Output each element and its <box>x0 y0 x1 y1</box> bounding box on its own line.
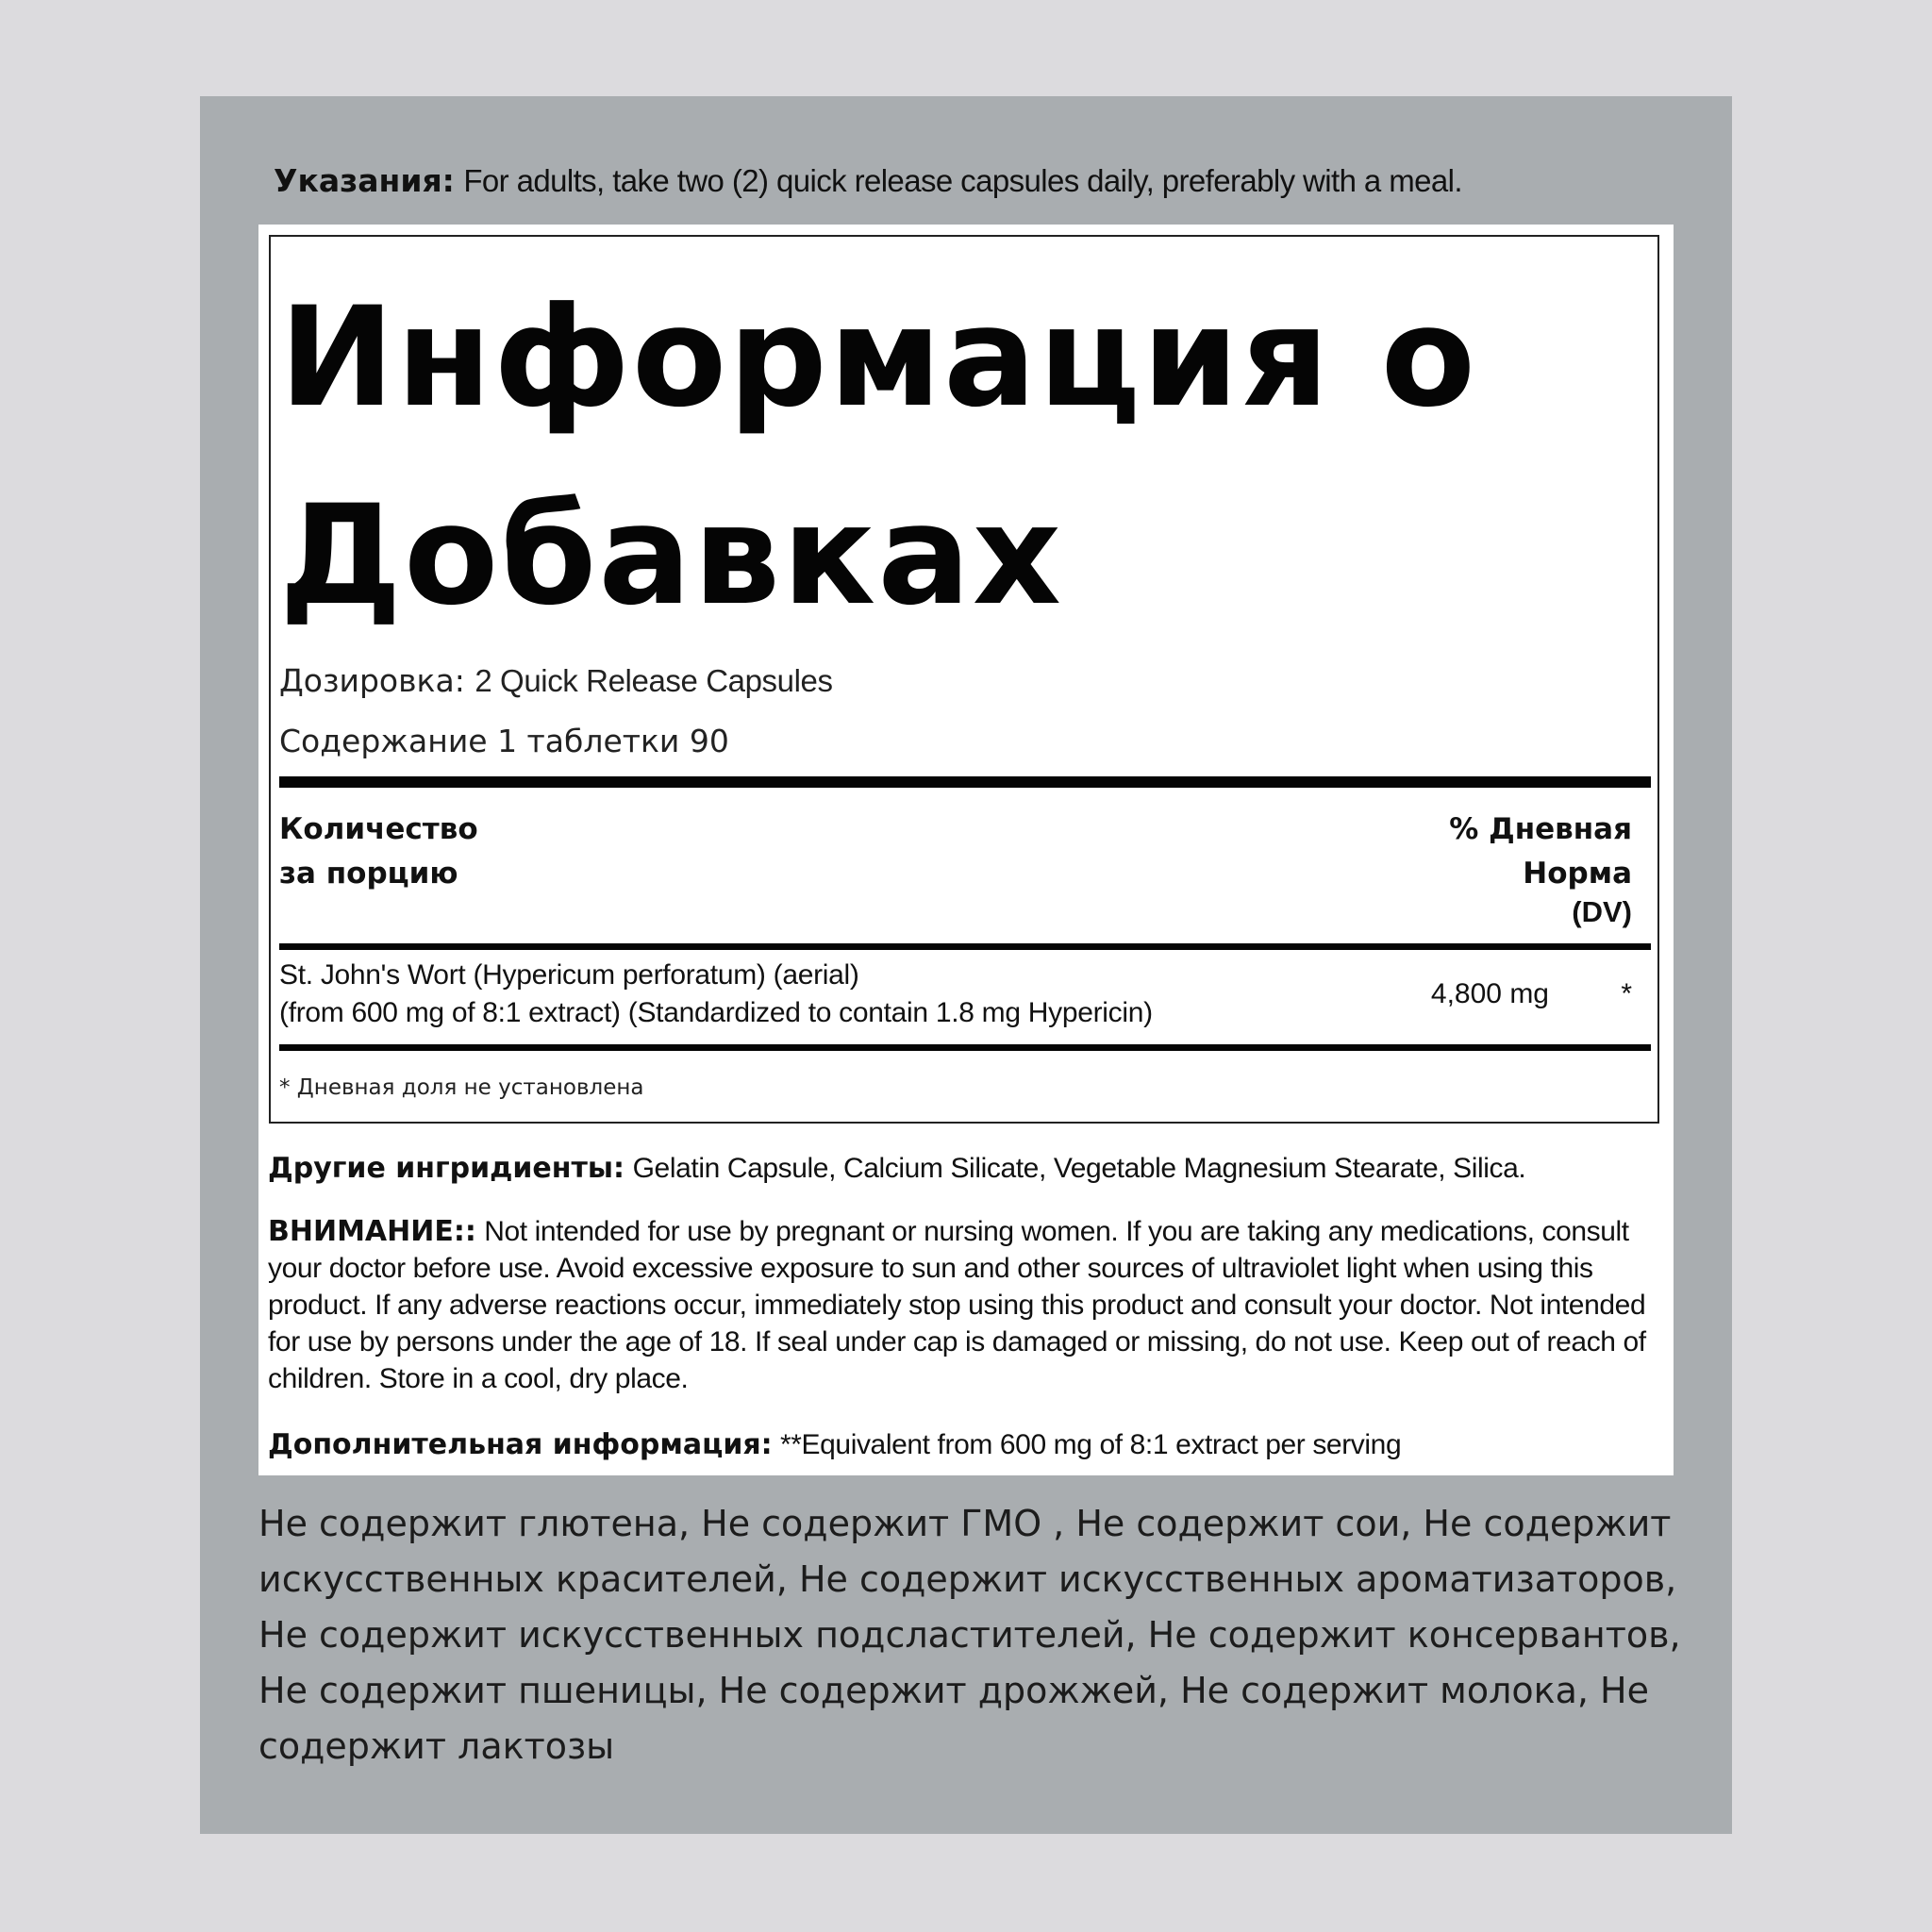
thick-divider <box>279 776 1651 788</box>
dv-header-line1: % Дневная <box>1449 812 1632 846</box>
header-divider <box>279 943 1651 950</box>
amount-per-serving-header <box>279 808 657 896</box>
dv-header-line3: (DV) <box>1572 895 1632 928</box>
free-from-statement: Не содержит глютена, Не содержит ГМО , Не содержит сои, Не содержит искусственных красителей, Не содержит искусственных ароматизаторов, Не содержит искусственных подсластителей, Не содержит консервантов, Не содержит пшеницы, Не содержит дрожжей, Не содержит молока, Не содержит лактозы <box>258 1503 1681 1767</box>
daily-value-header <box>1349 808 1632 928</box>
ingredient-daily-value: * <box>1621 978 1632 1009</box>
amount-header-line2: за порцию <box>279 857 458 891</box>
ingredient-name <box>279 957 1223 1032</box>
amount-header-line1: Количество <box>279 812 478 846</box>
daily-value-footnote: * Дневная доля не установлена <box>279 1075 644 1100</box>
ingredients-divider <box>279 1044 1651 1051</box>
other-ingredients-label: Другие ингридиенты: <box>268 1152 625 1185</box>
warning <box>268 1213 1657 1397</box>
additional-info-text: **Equivalent from 600 mg of 8:1 extract per serving <box>779 1429 1402 1460</box>
directions-label: Указания: <box>274 162 455 199</box>
ingredient-name-line1: St. John's Wort (Hypericum perforatum) (aerial) <box>279 959 859 991</box>
serving-size <box>279 660 833 702</box>
servings-per-container-label: Содержание 1 таблетки <box>279 723 680 759</box>
other-ingredients-text: Gelatin Capsule, Calcium Silicate, Vegetable Magnesium Stearate, Silica. <box>632 1153 1526 1184</box>
additional-info-label: Дополнительная информация: <box>268 1428 773 1461</box>
ingredient-name-line2: (from 600 mg of 8:1 extract) (Standardized to contain 1.8 mg Hypericin) <box>279 997 1153 1028</box>
servings-per-container-value: 90 <box>689 723 729 759</box>
other-ingredients <box>268 1147 1664 1190</box>
ingredient-amount: 4,800 mg <box>1430 978 1549 1009</box>
warning-label: ВНИМАНИЕ:: <box>268 1215 476 1248</box>
directions <box>274 160 1689 202</box>
dv-header-line2: Норма <box>1523 857 1632 891</box>
additional-info <box>268 1424 1664 1466</box>
warning-text: Not intended for use by pregnant or nursing women. If you are taking any medications, consult your doctor before use. Avoid excessive exposure to sun and other sources of ultraviolet light when using this product. If any adverse reactions occur, immediately stop using this product and consult your doctor. Not intended for use by persons under the age of 18. If seal under cap is damaged or missing, do not use. Keep out of reach of children. Store in a cool, dry place. <box>268 1216 1646 1394</box>
directions-text: For adults, take two (2) quick release capsules daily, preferably with a meal. <box>463 163 1462 198</box>
servings-per-container <box>279 721 729 762</box>
supplement-facts-title: Информация о Добавках <box>279 277 1477 636</box>
serving-size-value: 2 Quick Release Capsules <box>475 663 833 698</box>
serving-size-label: Дозировка: <box>279 662 465 699</box>
